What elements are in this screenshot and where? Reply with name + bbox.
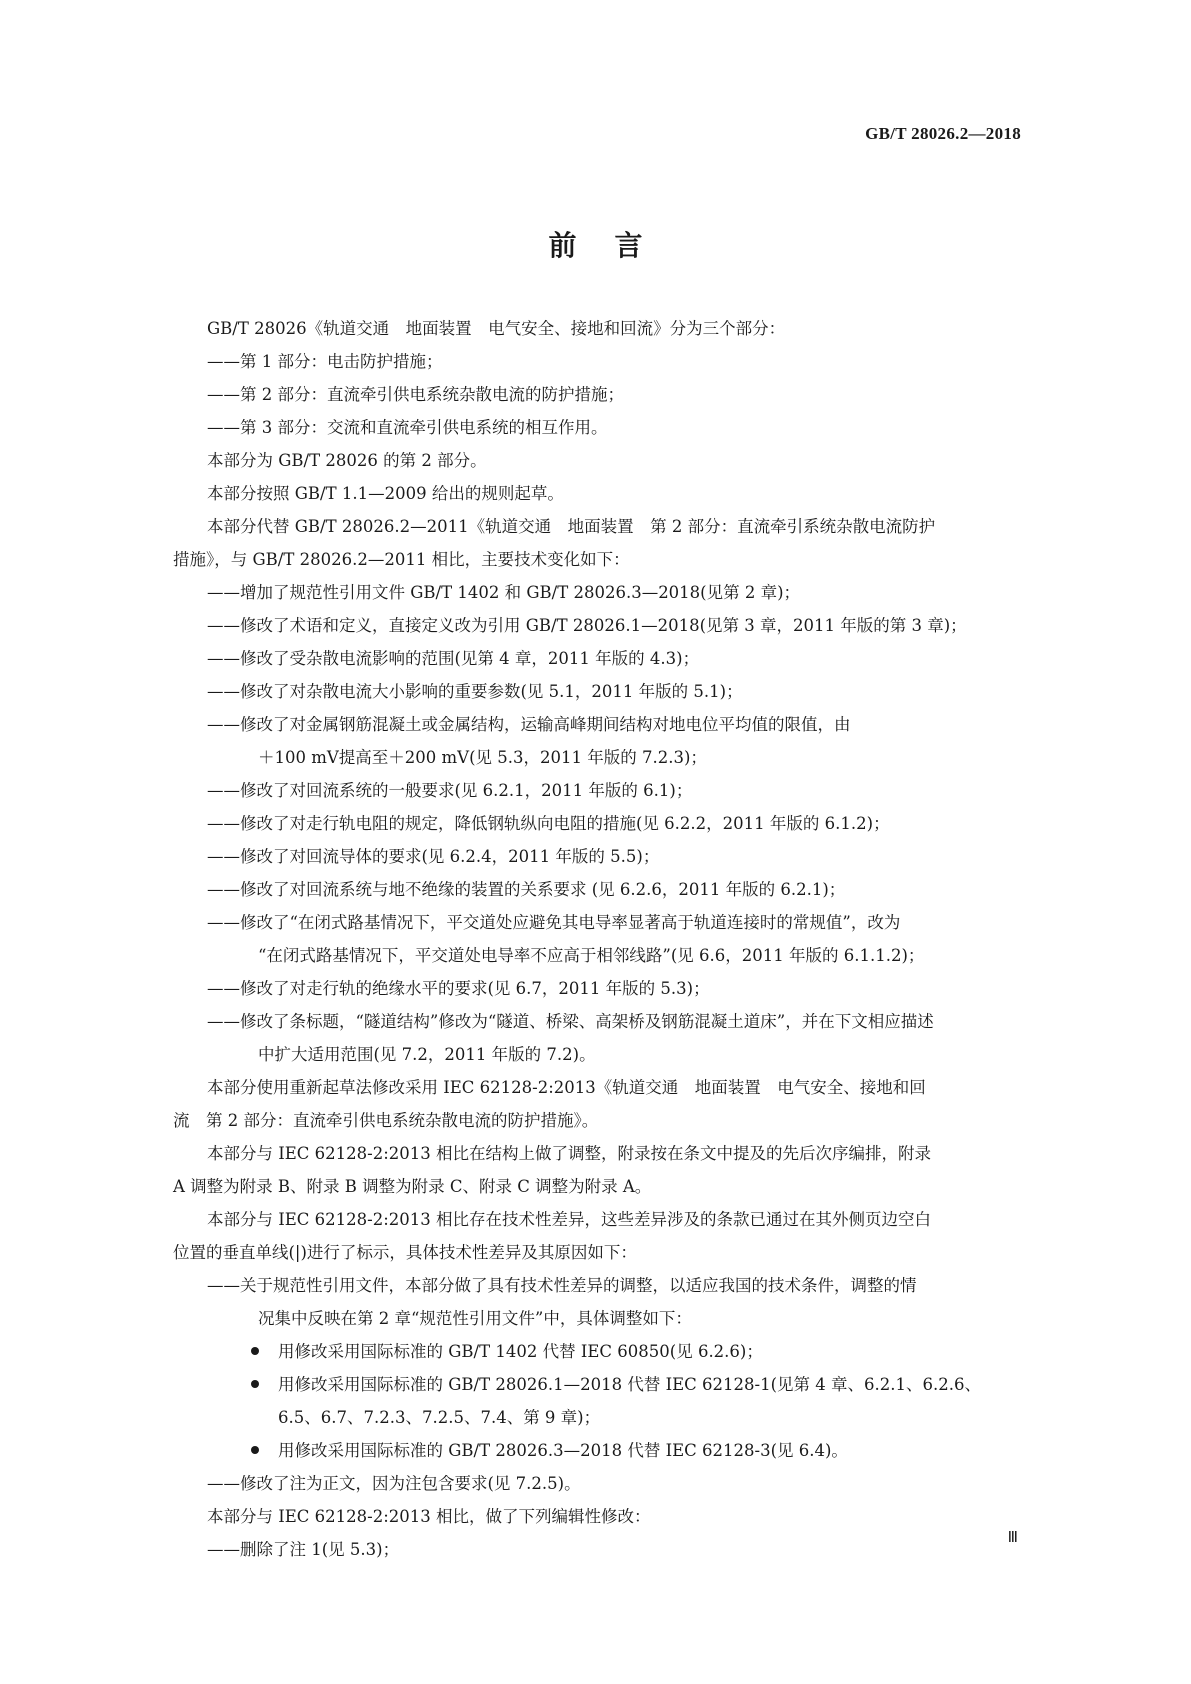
text-line	[173, 1170, 1053, 1203]
line-text: ——修改了对杂散电流大小影响的重要参数(见 5.1，2011 年版的 5.1)；	[207, 682, 743, 701]
line-text: 用修改采用国际标准的 GB/T 28026.3—2018 代替 IEC 62128-3(见 6.4)。	[278, 1441, 848, 1460]
bullet-item	[173, 1335, 1053, 1368]
line-text: ——修改了注为正文，因为注包含要求(见 7.2.5)。	[207, 1474, 581, 1493]
text-line	[173, 1500, 1053, 1533]
line-text: ——修改了术语和定义，直接定义改为引用 GB/T 28026.1—2018(见第 3 章，2011 年版的第 3 章)；	[207, 616, 967, 635]
line-text: ——第 2 部分：直流牵引供电系统杂散电流的防护措施；	[207, 385, 624, 404]
text-line	[173, 510, 1053, 543]
line-text: 本部分与 IEC 62128-2:2013 相比存在技术性差异，这些差异涉及的条款已通过在其外侧页边空白	[207, 1210, 932, 1229]
line-text: ——增加了规范性引用文件 GB/T 1402 和 GB/T 28026.3—2018(见第 2 章)；	[207, 583, 801, 602]
line-text: 中扩大适用范围(见 7.2，2011 年版的 7.2)。	[258, 1045, 596, 1064]
text-line	[173, 741, 1053, 774]
text-line	[173, 1269, 1053, 1302]
line-text: ——关于规范性引用文件，本部分做了具有技术性差异的调整，以适应我国的技术条件，调整的情	[207, 1276, 917, 1295]
text-line	[173, 873, 1053, 906]
text-line	[173, 675, 1053, 708]
text-line	[173, 477, 1053, 510]
line-text: “在闭式路基情况下，平交道处电导率不应高于相邻线路”(见 6.6，2011 年版的 6.1.1.2)；	[258, 946, 925, 965]
bullet-dot-icon	[251, 1347, 259, 1355]
line-text: ——修改了对走行轨的绝缘水平的要求(见 6.7，2011 年版的 5.3)；	[207, 979, 710, 998]
bullet-dot-icon	[251, 1380, 259, 1388]
text-line	[173, 840, 1053, 873]
line-text: ——第 3 部分：交流和直流牵引供电系统的相互作用。	[207, 418, 608, 437]
text-line	[173, 708, 1053, 741]
bullet-item	[173, 1434, 1053, 1467]
line-text: 本部分按照 GB/T 1.1—2009 给出的规则起草。	[207, 484, 564, 503]
text-line	[173, 1533, 1053, 1566]
text-line	[173, 1005, 1053, 1038]
line-text: 况集中反映在第 2 章“规范性引用文件”中，具体调整如下：	[258, 1309, 692, 1328]
line-text: ——删除了注 1(见 5.3)；	[207, 1540, 400, 1559]
text-line	[173, 972, 1053, 1005]
line-text: 位置的垂直单线(|)进行了标示，具体技术性差异及其原因如下：	[173, 1243, 637, 1262]
text-line	[173, 807, 1053, 840]
standard-code: GB/T 28026.2—2018	[865, 124, 1021, 143]
text-line	[173, 642, 1053, 675]
text-line	[173, 444, 1053, 477]
line-text: ——修改了对走行轨电阻的规定，降低钢轨纵向电阻的措施(见 6.2.2，2011 年版的 6.1.2)；	[207, 814, 890, 833]
line-text: ——修改了受杂散电流影响的范围(见第 4 章，2011 年版的 4.3)；	[207, 649, 700, 668]
line-text: ——修改了条标题，“隧道结构”修改为“隧道、桥梁、高架桥及钢筋混凝土道床”，并在下文相应描述	[207, 1012, 934, 1031]
text-line	[173, 411, 1053, 444]
line-text: 本部分为 GB/T 28026 的第 2 部分。	[207, 451, 487, 470]
line-text: 用修改采用国际标准的 GB/T 28026.1—2018 代替 IEC 62128-1(见第 4 章、6.2.1、6.2.6、	[278, 1375, 981, 1394]
bullet-dot-icon	[251, 1446, 259, 1454]
text-line	[173, 1236, 1053, 1269]
text-line	[173, 576, 1053, 609]
line-text: ＋100 mV提高至＋200 mV(见 5.3，2011 年版的 7.2.3)；	[258, 748, 707, 767]
line-text: ——修改了对回流系统与地不绝缘的装置的关系要求 (见 6.2.6，2011 年版的 6.2.1)；	[207, 880, 846, 899]
text-line	[173, 939, 1053, 972]
page-number: Ⅲ	[1007, 1530, 1018, 1546]
line-text: 本部分使用重新起草法修改采用 IEC 62128-2:2013《轨道交通 地面装置 电气安全、接地和回	[207, 1078, 926, 1097]
text-line	[173, 378, 1053, 411]
text-line	[173, 1203, 1053, 1236]
foreword-body	[173, 312, 1053, 1566]
text-line	[173, 609, 1053, 642]
text-line	[173, 1401, 1053, 1434]
line-text: 本部分代替 GB/T 28026.2—2011《轨道交通 地面装置 第 2 部分：直流牵引系统杂散电流防护	[207, 517, 936, 536]
line-text: 流 第 2 部分：直流牵引供电系统杂散电流的防护措施》。	[173, 1111, 599, 1130]
text-line	[173, 1467, 1053, 1500]
line-text: 措施》，与 GB/T 28026.2—2011 相比，主要技术变化如下：	[173, 550, 630, 569]
line-text: 本部分与 IEC 62128-2:2013 相比，做了下列编辑性修改：	[207, 1507, 651, 1526]
line-text: ——修改了对回流导体的要求(见 6.2.4，2011 年版的 5.5)；	[207, 847, 660, 866]
line-text: 本部分与 IEC 62128-2:2013 相比在结构上做了调整，附录按在条文中提及的先后次序编排，附录	[207, 1144, 932, 1163]
line-text: ——修改了对金属钢筋混凝土或金属结构，运输高峰期间结构对地电位平均值的限值，由	[207, 715, 851, 734]
line-text: ——修改了对回流系统的一般要求(见 6.2.1，2011 年版的 6.1)；	[207, 781, 693, 800]
line-text: ——第 1 部分：电击防护措施；	[207, 352, 443, 371]
text-line	[173, 543, 1053, 576]
line-text: A 调整为附录 B、附录 B 调整为附录 C、附录 C 调整为附录 A。	[173, 1177, 652, 1196]
text-line	[173, 774, 1053, 807]
line-text: 6.5、6.7、7.2.3、7.2.5、7.4、第 9 章)；	[278, 1408, 601, 1427]
text-line	[173, 1137, 1053, 1170]
line-text: GB/T 28026《轨道交通 地面装置 电气安全、接地和回流》分为三个部分：	[207, 319, 786, 338]
text-line	[173, 906, 1053, 939]
text-line	[173, 1302, 1053, 1335]
text-line	[173, 312, 1053, 345]
text-line	[173, 345, 1053, 378]
bullet-item	[173, 1368, 1053, 1401]
line-text: 用修改采用国际标准的 GB/T 1402 代替 IEC 60850(见 6.2.6)；	[278, 1342, 763, 1361]
line-text: ——修改了“在闭式路基情况下，平交道处应避免其电导率显著高于轨道连接时的常规值”，改为	[207, 913, 901, 932]
text-line	[173, 1071, 1053, 1104]
text-line	[173, 1038, 1053, 1071]
text-line	[173, 1104, 1053, 1137]
page-title: 前言	[548, 229, 681, 262]
